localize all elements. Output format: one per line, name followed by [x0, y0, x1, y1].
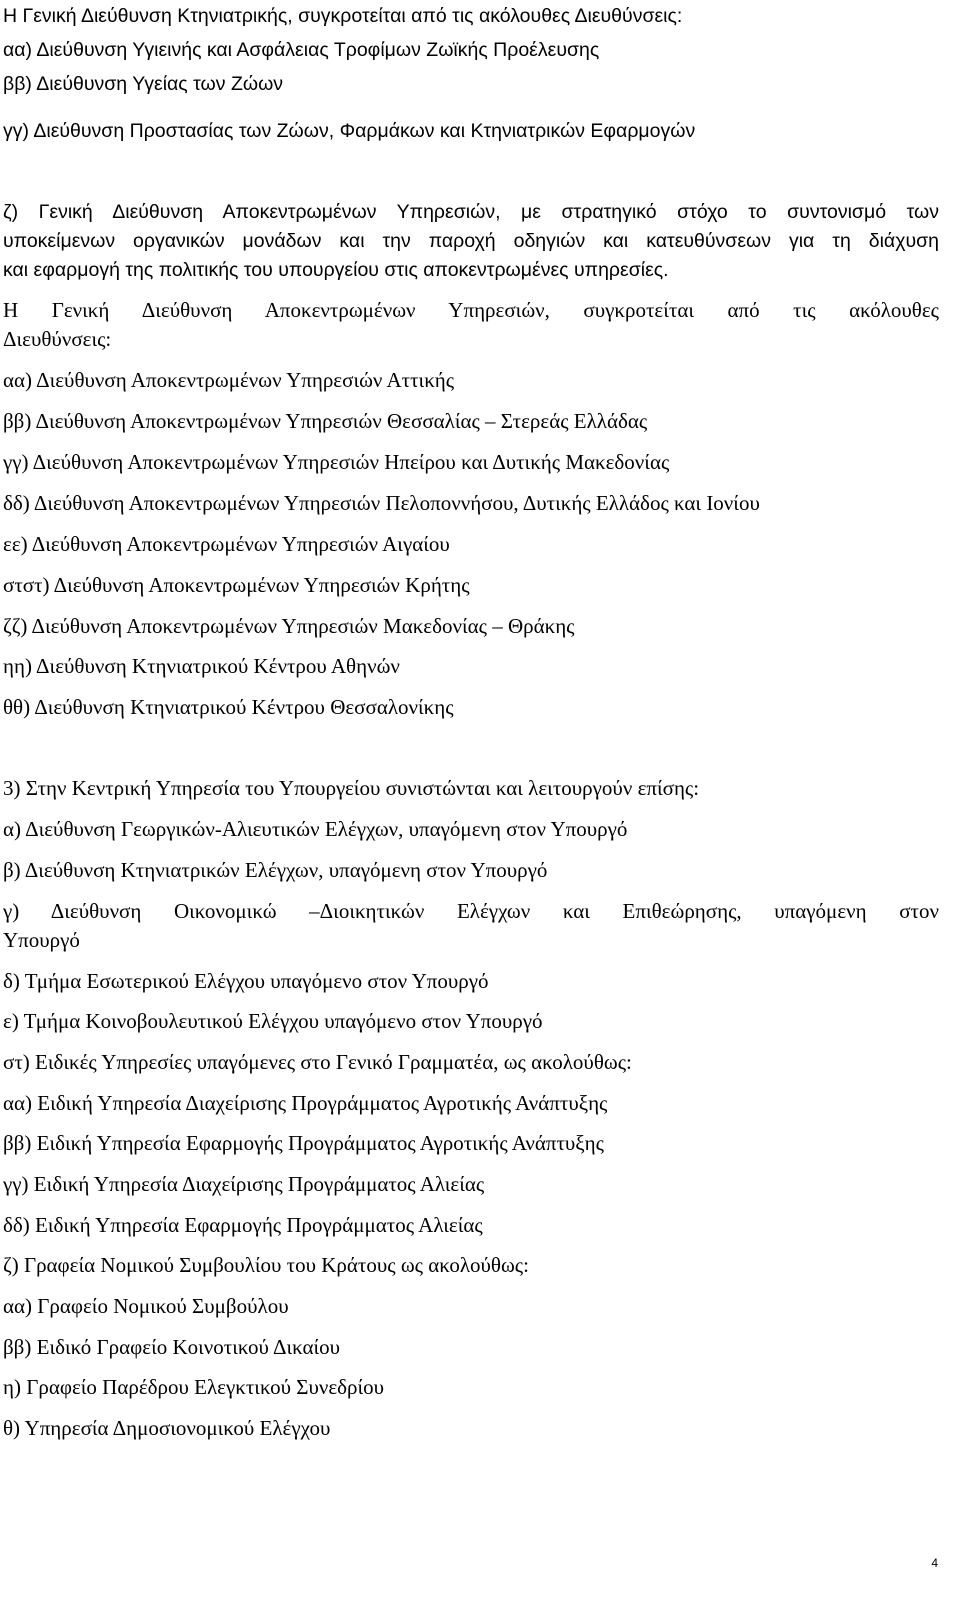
section3-item-b: β) Διεύθυνση Κτηνιατρικών Ελέγχων, υπαγόμενη στον Υπουργό: [3, 858, 548, 882]
section2-heading-line3: και εφαρμογή της πολιτικής του υπουργείου στις αποκεντρωμένες υπηρεσίες.: [3, 259, 669, 281]
section3-item-c-line1: γ) Διεύθυνση Οικονομικώ –Διοικητικών Ελέγχων και Επιθεώρησης, υπαγόμενη στον: [3, 899, 939, 923]
section1-item-gg: γγ) Διεύθυνση Προστασίας των Ζώων, Φαρμάκων και Κτηνιατρικών Εφαρμογών: [3, 120, 696, 142]
section1-item-bb: ββ) Διεύθυνση Υγείας των Ζώων: [3, 73, 284, 95]
section3-heading: 3) Στην Κεντρική Υπηρεσία του Υπουργείου συνιστώνται και λειτουργούν επίσης:: [3, 776, 700, 800]
section2-intro-line1: Η Γενική Διεύθυνση Αποκεντρωμένων Υπηρεσιών, συγκροτείται από τις ακόλουθες: [3, 298, 939, 322]
section3-st-item-bb: ββ) Ειδική Υπηρεσία Εφαρμογής Προγράμματος Αγροτικής Ανάπτυξης: [3, 1131, 604, 1155]
section2-item-aa: αα) Διεύθυνση Αποκεντρωμένων Υπηρεσιών Αττικής: [3, 368, 455, 392]
section2-item-stst: στστ) Διεύθυνση Αποκεντρωμένων Υπηρεσιών Κρήτης: [3, 573, 470, 597]
section3-st-item-aa: αα) Ειδική Υπηρεσία Διαχείρισης Προγράμματος Αγροτικής Ανάπτυξης: [3, 1091, 608, 1115]
section2-item-dd: δδ) Διεύθυνση Αποκεντρωμένων Υπηρεσιών Πελοποννήσου, Δυτικής Ελλάδος και Ιονίου: [3, 491, 760, 515]
section1-item-aa: αα) Διεύθυνση Υγιεινής και Ασφάλειας Τροφίμων Ζωϊκής Προέλευσης: [3, 39, 600, 61]
section3-st-item-dd: δδ) Ειδική Υπηρεσία Εφαρμογής Προγράμματος Αλιείας: [3, 1213, 483, 1237]
section2-heading-line1: ζ) Γενική Διεύθυνση Αποκεντρωμένων Υπηρεσιών, με στρατηγικό στόχο το συντονισμό των: [3, 201, 939, 223]
page-number: 4: [931, 1556, 938, 1570]
section3-z-item-bb: ββ) Ειδικό Γραφείο Κοινοτικού Δικαίου: [3, 1335, 341, 1359]
section3-item-e: ε) Τμήμα Κοινοβουλευτικού Ελέγχου υπαγόμενο στον Υπουργό: [3, 1009, 543, 1033]
section2-item-hh: ηη) Διεύθυνση Κτηνιατρικού Κέντρου Αθηνών: [3, 654, 400, 678]
section2-item-ee: εε) Διεύθυνση Αποκεντρωμένων Υπηρεσιών Αιγαίου: [3, 532, 450, 556]
section3-z-item-aa: αα) Γραφείο Νομικού Συμβούλου: [3, 1294, 289, 1318]
section3-item-a: α) Διεύθυνση Γεωργικών-Αλιευτικών Ελέγχων, υπαγόμενη στον Υπουργό: [3, 817, 628, 841]
section3-item-h: η) Γραφείο Παρέδρου Ελεγκτικού Συνεδρίου: [3, 1375, 385, 1399]
section3-item-c-line2: Υπουργό: [3, 928, 80, 952]
section3-item-z: ζ) Γραφεία Νομικού Συμβουλίου του Κράτους ως ακολούθως:: [3, 1253, 529, 1277]
section3-item-th: θ) Υπηρεσία Δημοσιονομικού Ελέγχου: [3, 1416, 331, 1440]
section3-item-st: στ) Ειδικές Υπηρεσίες υπαγόμενες στο Γενικό Γραμματέα, ως ακολούθως:: [3, 1050, 632, 1074]
section2-item-zz: ζζ) Διεύθυνση Αποκεντρωμένων Υπηρεσιών Μακεδονίας – Θράκης: [3, 614, 575, 638]
section2-item-bb: ββ) Διεύθυνση Αποκεντρωμένων Υπηρεσιών Θεσσαλίας – Στερεάς Ελλάδας: [3, 409, 648, 433]
section2-intro-line2: Διευθύνσεις:: [3, 327, 112, 351]
section1-intro: Η Γενική Διεύθυνση Κτηνιατρικής, συγκροτείται από τις ακόλουθες Διευθύνσεις:: [3, 5, 683, 27]
section2-heading-line2: υποκείμενων οργανικών μονάδων και την παροχή οδηγιών και κατευθύνσεων για τη διάχυση: [3, 230, 939, 252]
section3-item-d: δ) Τμήμα Εσωτερικού Ελέγχου υπαγόμενο στον Υπουργό: [3, 969, 489, 993]
section2-item-gg: γγ) Διεύθυνση Αποκεντρωμένων Υπηρεσιών Ηπείρου και Δυτικής Μακεδονίας: [3, 450, 670, 474]
section3-st-item-gg: γγ) Ειδική Υπηρεσία Διαχείρισης Προγράμματος Αλιείας: [3, 1172, 485, 1196]
section2-item-thth: θθ) Διεύθυνση Κτηνιατρικού Κέντρου Θεσσαλονίκης: [3, 695, 454, 719]
